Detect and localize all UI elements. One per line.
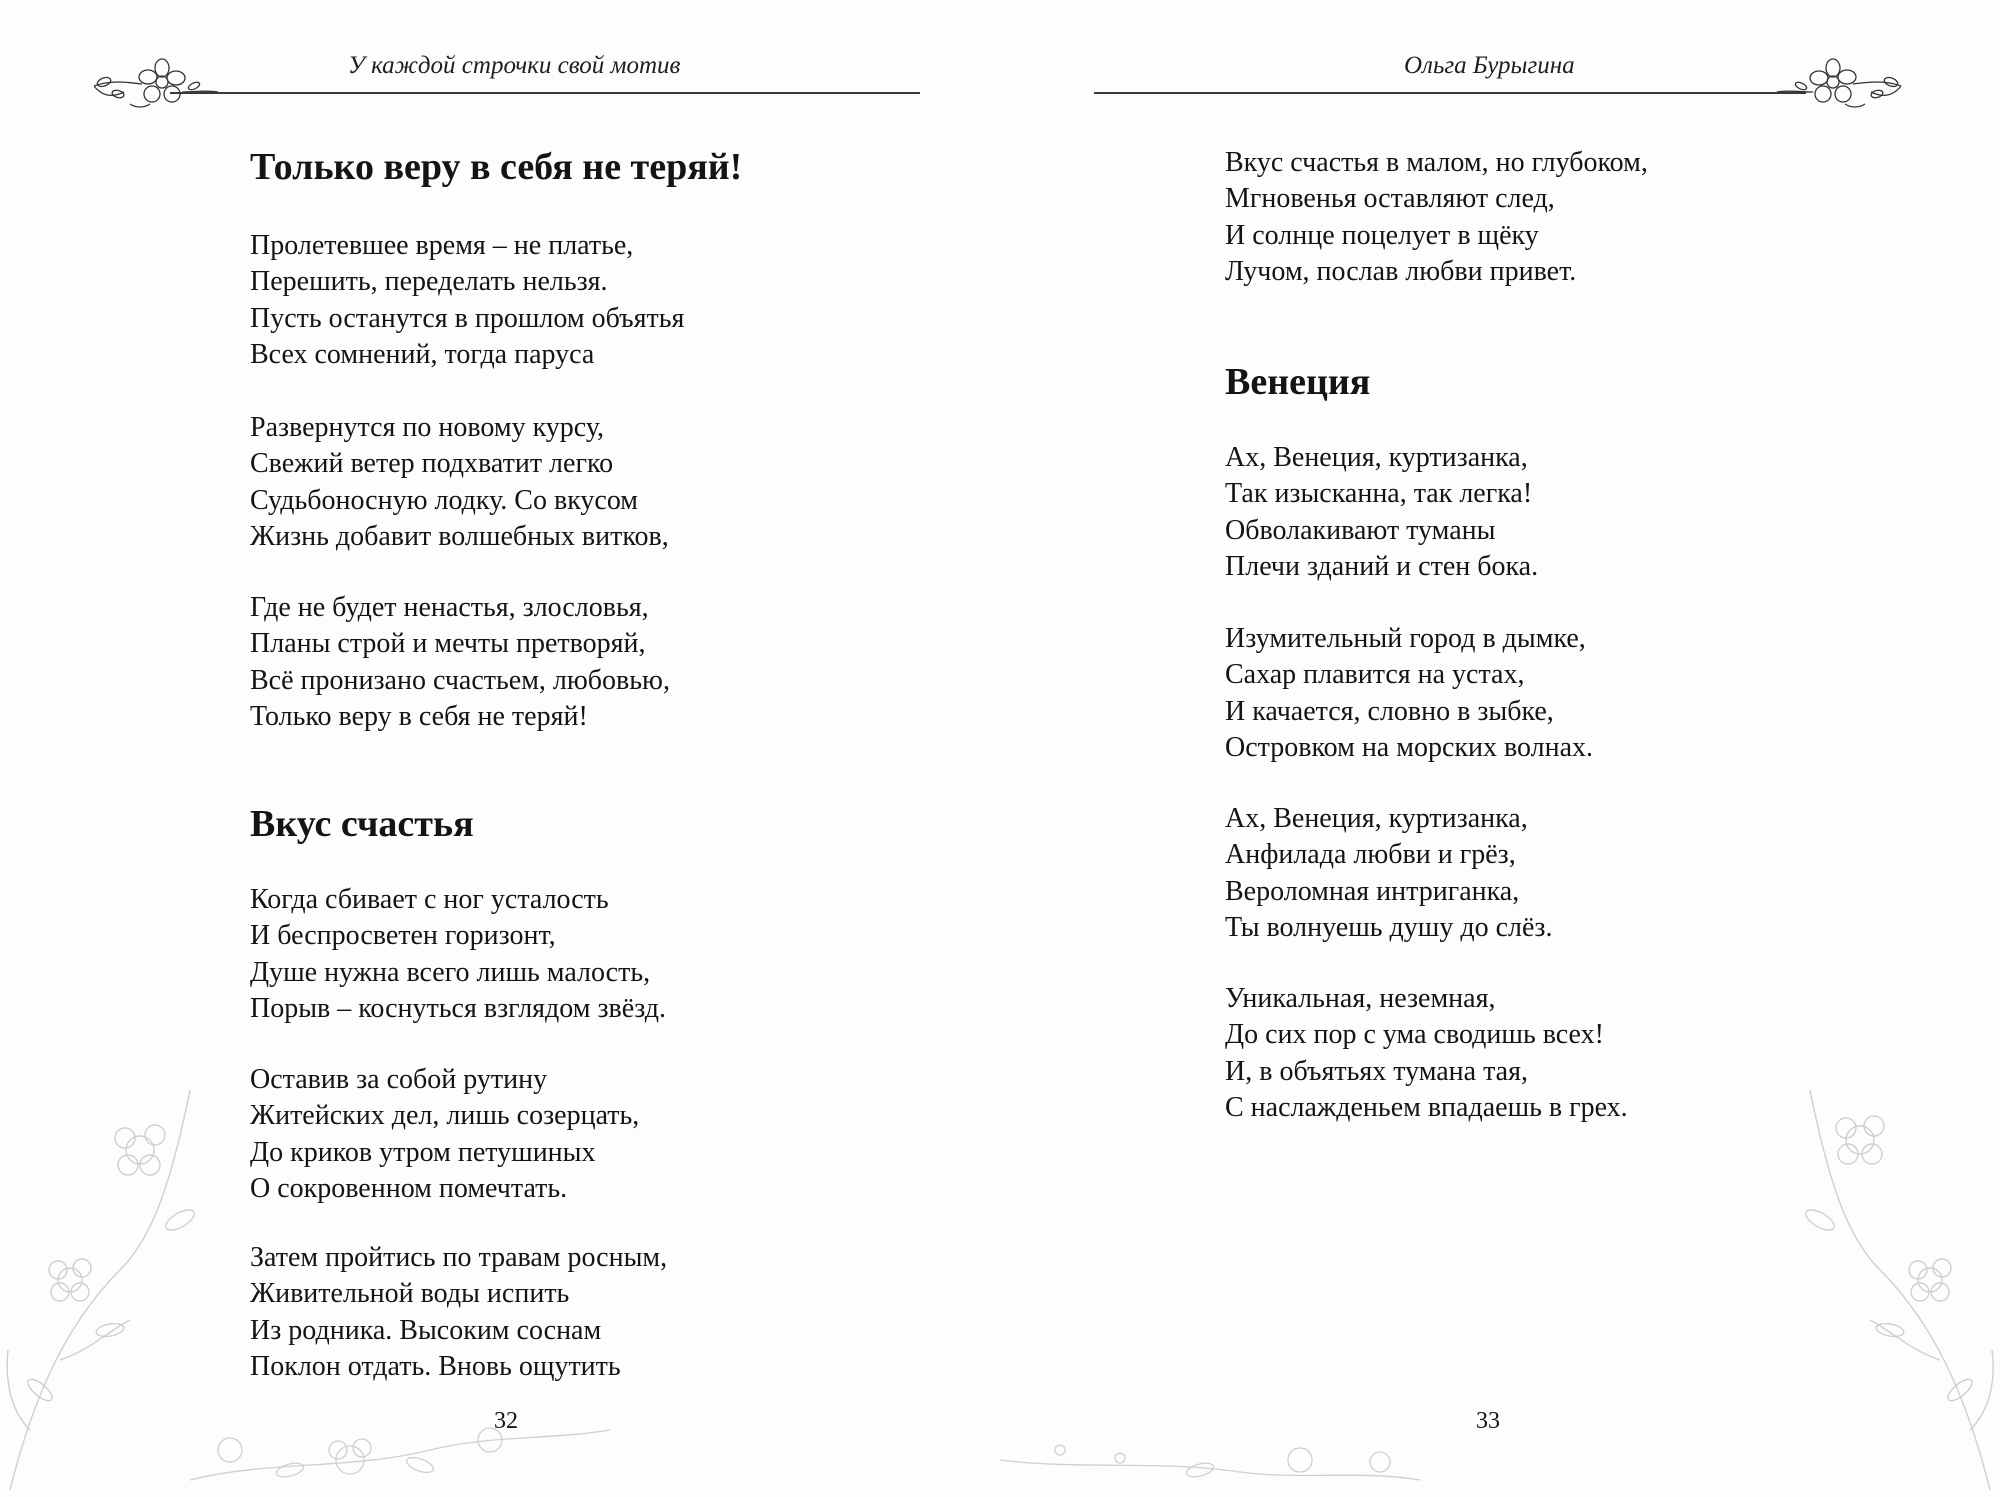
poem-line: Судьбоносную лодку. Со вкусом xyxy=(250,484,639,516)
poem-line: Лучом, послав любви привет. xyxy=(1225,256,1577,288)
poem-line: Анфилада любви и грёз, xyxy=(1225,839,1516,871)
page-number: 32 xyxy=(494,1408,518,1434)
header-rule xyxy=(170,92,920,94)
poem-title: Только веру в себя не теряй! xyxy=(250,146,743,188)
poem-line: И, в объятьях тумана тая, xyxy=(1225,1055,1528,1087)
poem-title: Венеция xyxy=(1225,361,1371,403)
poem-line: Так изысканна, так легка! xyxy=(1225,478,1533,510)
stanza xyxy=(250,1240,667,1386)
floral-ornament-icon xyxy=(1775,52,1905,114)
poem-line: Всё пронизано счастьем, любовью, xyxy=(250,664,670,696)
poem-line: Свежий ветер подхватит легко xyxy=(250,448,614,480)
poem-line: Из родника. Высоким соснам xyxy=(250,1314,602,1346)
poem-line: Развернутся по новому курсу, xyxy=(250,412,605,443)
poem-line: Ах, Венеция, куртизанка, xyxy=(1225,442,1528,473)
floral-branch-icon xyxy=(1760,1030,2000,1497)
poem-line: Плечи зданий и стен бока. xyxy=(1225,551,1539,583)
poem-line: Пусть останутся в прошлом объятья xyxy=(250,302,685,334)
poem-line: Поклон отдать. Вновь ощутить xyxy=(250,1351,621,1383)
poem-line: Живительной воды испить xyxy=(250,1278,570,1310)
poem-line: Где не будет ненастья, злословья, xyxy=(250,592,649,623)
poem-line: Порыв – коснуться взглядом звёзд. xyxy=(250,993,666,1025)
poem-line: До сих пор с ума сводишь всех! xyxy=(1225,1019,1604,1051)
stanza xyxy=(1225,145,1648,291)
poem-line: Только веру в себя не теряй! xyxy=(250,701,588,733)
poem-line: Затем пройтись по травам росным, xyxy=(250,1242,668,1273)
poem-line: И солнце поцелует в щёку xyxy=(1225,219,1539,251)
poem-line: О сокровенном помечтать. xyxy=(250,1173,568,1205)
poem-line: Ах, Венеция, куртизанка, xyxy=(1225,803,1528,834)
poem-line: Душе нужна всего лишь малость, xyxy=(250,956,651,988)
poem-line: Когда сбивает с ног усталость xyxy=(250,884,609,915)
poem-line: Перешить, переделать нельзя. xyxy=(250,266,608,298)
stanza xyxy=(1225,981,1628,1127)
poem-title: Вкус счастья xyxy=(250,803,474,845)
poem-line: Пролетевшее время – не платье, xyxy=(250,230,634,261)
poem-line: Вкус счастья в малом, но глубоком, xyxy=(1225,147,1648,178)
right-page xyxy=(1000,0,2000,1497)
stanza xyxy=(250,228,684,374)
poem-line: До криков утром петушиных xyxy=(250,1136,596,1168)
running-head: Ольга Бурыгина xyxy=(1404,52,1575,79)
poem-line: И качается, словно в зыбке, xyxy=(1225,695,1554,727)
poem-line: Всех сомнений, тогда паруса xyxy=(250,339,595,371)
poem-line: Ты волнуешь душу до слёз. xyxy=(1225,912,1553,944)
poem-line: Уникальная, неземная, xyxy=(1225,983,1496,1014)
poem-line: Планы строй и мечты претворяй, xyxy=(250,628,646,660)
poem-line: Вероломная интриганка, xyxy=(1225,875,1520,907)
stanza xyxy=(1225,440,1538,586)
poem-line: С наслажденьем впадаешь в грех. xyxy=(1225,1092,1628,1124)
poem-line: Житейских дел, лишь созерцать, xyxy=(250,1100,640,1132)
floral-branch-icon xyxy=(190,1390,610,1497)
stanza xyxy=(250,410,669,556)
poem-line: Мгновенья оставляют след, xyxy=(1225,183,1555,215)
poem-line: Обволакивают туманы xyxy=(1225,514,1496,546)
poem-line: И беспросветен горизонт, xyxy=(250,920,556,952)
poem-line: Сахар плавится на устах, xyxy=(1225,659,1525,691)
poem-line: Изумительный город в дымке, xyxy=(1225,623,1586,654)
poem-line: Оставив за собой рутину xyxy=(250,1064,548,1095)
poem-line: Островком на морских волнах. xyxy=(1225,732,1594,764)
page-number: 33 xyxy=(1476,1408,1500,1434)
poem-line: Жизнь добавит волшебных витков, xyxy=(250,521,669,553)
floral-branch-icon xyxy=(0,1030,250,1497)
stanza xyxy=(1225,621,1593,767)
stanza xyxy=(250,590,670,736)
floral-ornament-icon xyxy=(90,52,220,114)
stanza xyxy=(1225,801,1552,947)
header-rule xyxy=(1094,92,1806,94)
running-head: У каждой строчки свой мотив xyxy=(348,52,681,79)
stanza xyxy=(250,1062,639,1208)
floral-branch-icon xyxy=(1000,1400,1420,1497)
stanza xyxy=(250,882,666,1028)
